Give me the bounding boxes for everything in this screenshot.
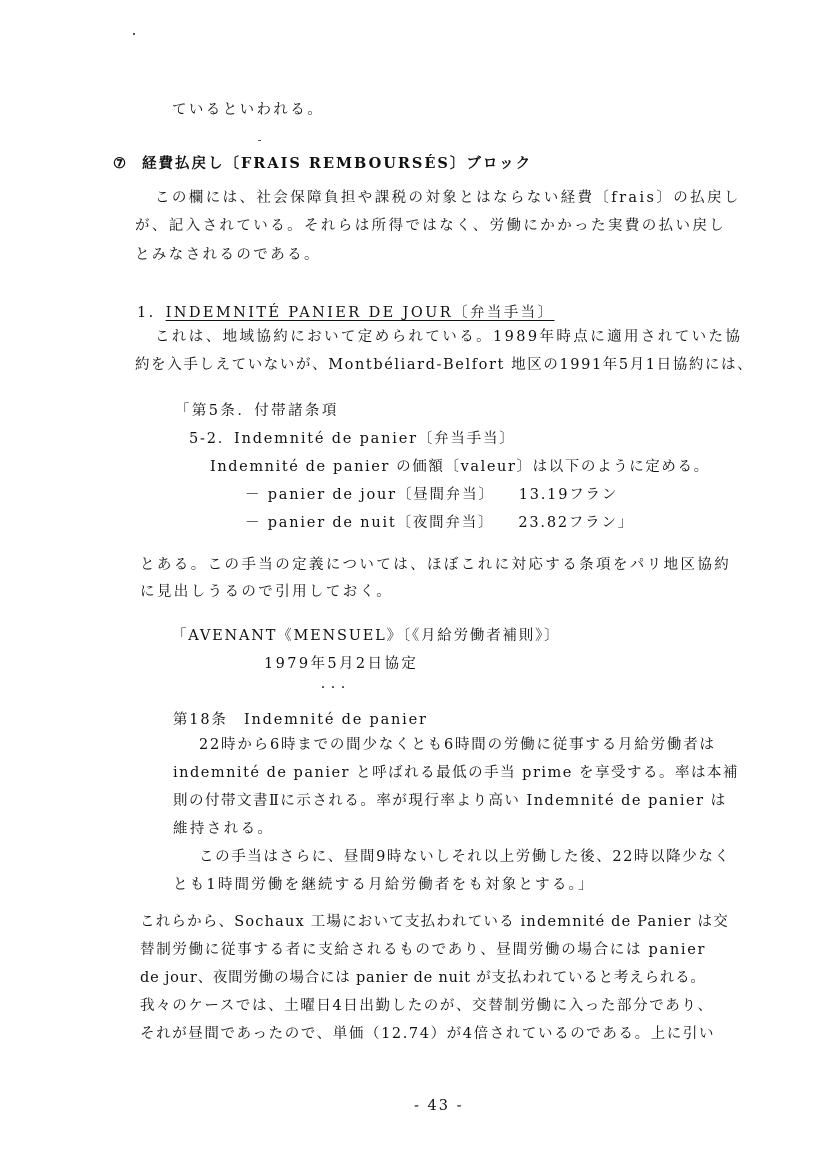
quote-2-line: 22時から6時までの間少なくとも6時間の労働に従事する月給労働者は bbox=[199, 737, 716, 753]
item-nuit-value: 23.82フラン」 bbox=[518, 515, 635, 531]
quote-2-line: 維持される。 bbox=[173, 821, 275, 837]
quote-2-title: 「AVENANT《MENSUEL》〔《月給労働者補則》〕 bbox=[172, 628, 561, 644]
final-para-line: 替制労働に従事する者に支給されるものであり、昼間労働の場合には panier bbox=[140, 942, 707, 958]
mid-para-line: に見出しうるので引用しておく。 bbox=[140, 584, 394, 600]
scan-speck bbox=[258, 140, 261, 141]
section-7-para-line: が、記入されている。それらは所得ではなく、労働にかかった実費の払い戻し bbox=[135, 218, 727, 234]
item-1-heading bbox=[137, 304, 554, 322]
final-para-line: de jour、夜間労働の場合には panier de nuit が支払われていると考えられる。 bbox=[140, 970, 706, 986]
item-jour-value: 13.19フラン bbox=[518, 487, 619, 503]
quote-2-line: indemnité de panier と呼ばれる最低の手当 prime を享受する。率は本補 bbox=[173, 765, 739, 781]
item-1-para-line: 約を入手しえていないが、Montbéliard-Belfort 地区の1991年5月1日協約には、 bbox=[135, 357, 754, 373]
section-7-para-line: この欄には、社会保障負担や課税の対象とはならない経費〔frais〕の払戻し bbox=[155, 190, 741, 206]
quote-2-line: とも1時間労働を継続する月給労働者をも対象とする。」 bbox=[173, 877, 595, 893]
quote-1-line: Indemnité de panier の価額〔valeur〕は以下のように定める。 bbox=[210, 459, 710, 475]
quote-2-date: 1979年5月2日協定 bbox=[264, 656, 419, 672]
quote-2-line: 則の付帯文書Ⅱに示される。率が現行率より高い Indemnité de panier は bbox=[173, 793, 727, 809]
page-number: - 43 - bbox=[414, 1098, 464, 1114]
section-7-heading bbox=[113, 155, 532, 173]
quote-1-line: 「第5条．付帯諸条項 bbox=[175, 403, 339, 419]
quote-2-ellipsis: ・・・ bbox=[318, 683, 348, 694]
quote-1-line: 5-2．Indemnité de panier〔弁当手当〕 bbox=[189, 431, 516, 447]
item-jour-label: － panier de jour〔昼間弁当〕 bbox=[245, 487, 495, 503]
mid-para-line: とある。この手当の定義については、ほぼこれに対応する条項をパリ地区協約 bbox=[140, 557, 732, 573]
section-7-title: 経費払戻し〔FRAIS REMBOURSÉS〕ブロック bbox=[142, 155, 533, 172]
item-1-number: 1. bbox=[137, 305, 156, 321]
top-line: ているといわれる。 bbox=[172, 102, 325, 118]
quote-1-item-nuit bbox=[245, 514, 634, 532]
scan-speck bbox=[133, 33, 135, 35]
quote-2-article: 第18条 Indemnité de panier bbox=[173, 712, 428, 728]
item-nuit-label: － panier de nuit〔夜間弁当〕 bbox=[245, 515, 495, 531]
section-7-number: ⑦ bbox=[113, 155, 128, 172]
final-para-line: これらから、Sochaux 工場において支払われている indemnité de Panier は交 bbox=[140, 914, 729, 930]
item-1-para-line: これは、地域協約において定められている。1989年時点に適用されていた協 bbox=[155, 329, 743, 345]
final-para-line: それが昼間であったので、単価（12.74）が4倍されているのである。上に引い bbox=[140, 1026, 716, 1042]
quote-1-item-jour bbox=[245, 486, 618, 504]
final-para-line: 我々のケースでは、土曜日4日出勤したのが、交替制労働に入った部分であり、 bbox=[140, 998, 714, 1014]
item-1-title: INDEMNITÉ PANIER DE JOUR〔弁当手当〕 bbox=[165, 305, 555, 321]
quote-2-line: この手当はさらに、昼間9時ないしそれ以上労働した後、22時以降少なく bbox=[199, 849, 731, 865]
section-7-para-line: とみなされるのである。 bbox=[135, 247, 321, 263]
